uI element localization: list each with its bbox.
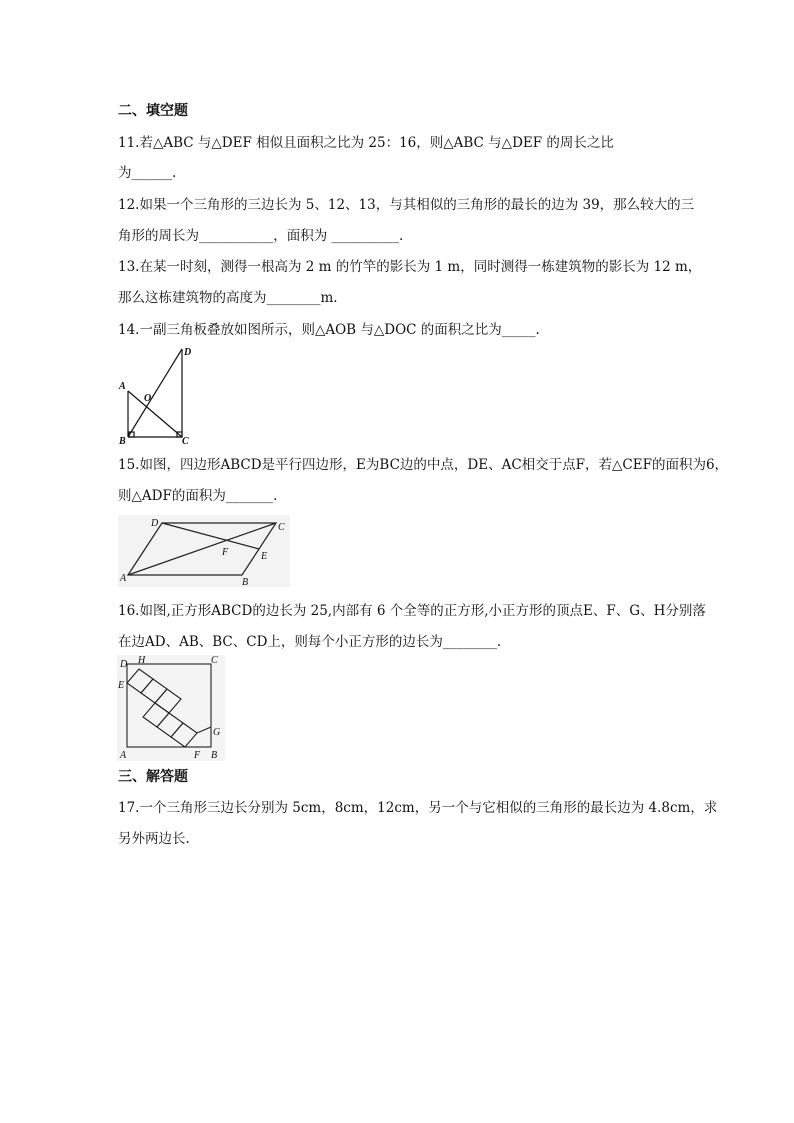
q15-label-c: C: [278, 522, 285, 533]
q12-line-1: 12.如果一个三角形的三边长为 5、12、13，与其相似的三角形的最长的边为 39，那么较大的三: [118, 197, 695, 213]
q17-line-2: 另外两边长.: [118, 831, 190, 847]
section-heading-fill-in: 二、填空题: [118, 103, 188, 119]
q16-line-2: 在边AD、AB、BC、CD上，则每个小正方形的边长为________.: [118, 634, 502, 650]
q15-label-e: E: [261, 551, 268, 562]
q11-line-2: 为______.: [118, 165, 177, 181]
q12-line-2: 角形的周长为___________，面积为 __________.: [118, 228, 404, 244]
q16-label-g: G: [213, 727, 221, 738]
q16-label-d: D: [120, 659, 128, 670]
q15-line-2: 则△ADF的面积为_______.: [118, 488, 278, 504]
q15-figure: [118, 515, 290, 587]
q17-line-1: 17.一个三角形三边长分别为 5cm，8cm，12cm，另一个与它相似的三角形的最长边为 4.8cm，求: [118, 800, 718, 816]
q15-label-b: B: [242, 577, 249, 587]
q16-figure: [117, 655, 225, 761]
q14-line-1: 14.一副三角板叠放如图所示，则△AOB 与△DOC 的面积之比为_____.: [118, 322, 540, 338]
section-heading-solve: 三、解答题: [118, 769, 188, 785]
q16-label-f: F: [194, 750, 201, 761]
q15-line-1: 15.如图，四边形ABCD是平行四边形，E为BC边的中点，DE、AC相交于点F，若△CEF的面积为6，: [118, 457, 729, 473]
q14-label-a: A: [119, 381, 126, 392]
q16-label-b: B: [211, 750, 218, 761]
q13-line-2: 那么这栋建筑物的高度为________m.: [118, 290, 338, 306]
q13-line-1: 13.在某一时刻，测得一根高为 2 m 的竹竿的影长为 1 m，同时测得一栋建筑物的影长为 12 m，: [118, 259, 702, 275]
q14-label-o: O: [144, 393, 152, 404]
q16-label-e: E: [118, 680, 125, 691]
q14-label-d: D: [184, 347, 192, 358]
q11-line-1: 11.若△ABC 与△DEF 相似且面积之比为 25：16，则△ABC 与△DEF 的周长之比: [118, 135, 614, 151]
q14-figure: [116, 343, 198, 447]
q15-label-f: F: [222, 547, 229, 558]
q16-label-a: A: [120, 750, 127, 761]
q15-label-a: A: [120, 573, 127, 584]
q14-label-b: B: [119, 436, 126, 447]
q16-label-h: H: [138, 655, 146, 666]
q16-label-c: C: [211, 655, 218, 666]
q14-label-c: C: [182, 436, 189, 447]
q15-label-d: D: [151, 518, 159, 529]
q16-line-1: 16.如图,正方形ABCD的边长为 25,内部有 6 个全等的正方形,小正方形的顶点E、F、G、H分别落: [118, 603, 706, 619]
